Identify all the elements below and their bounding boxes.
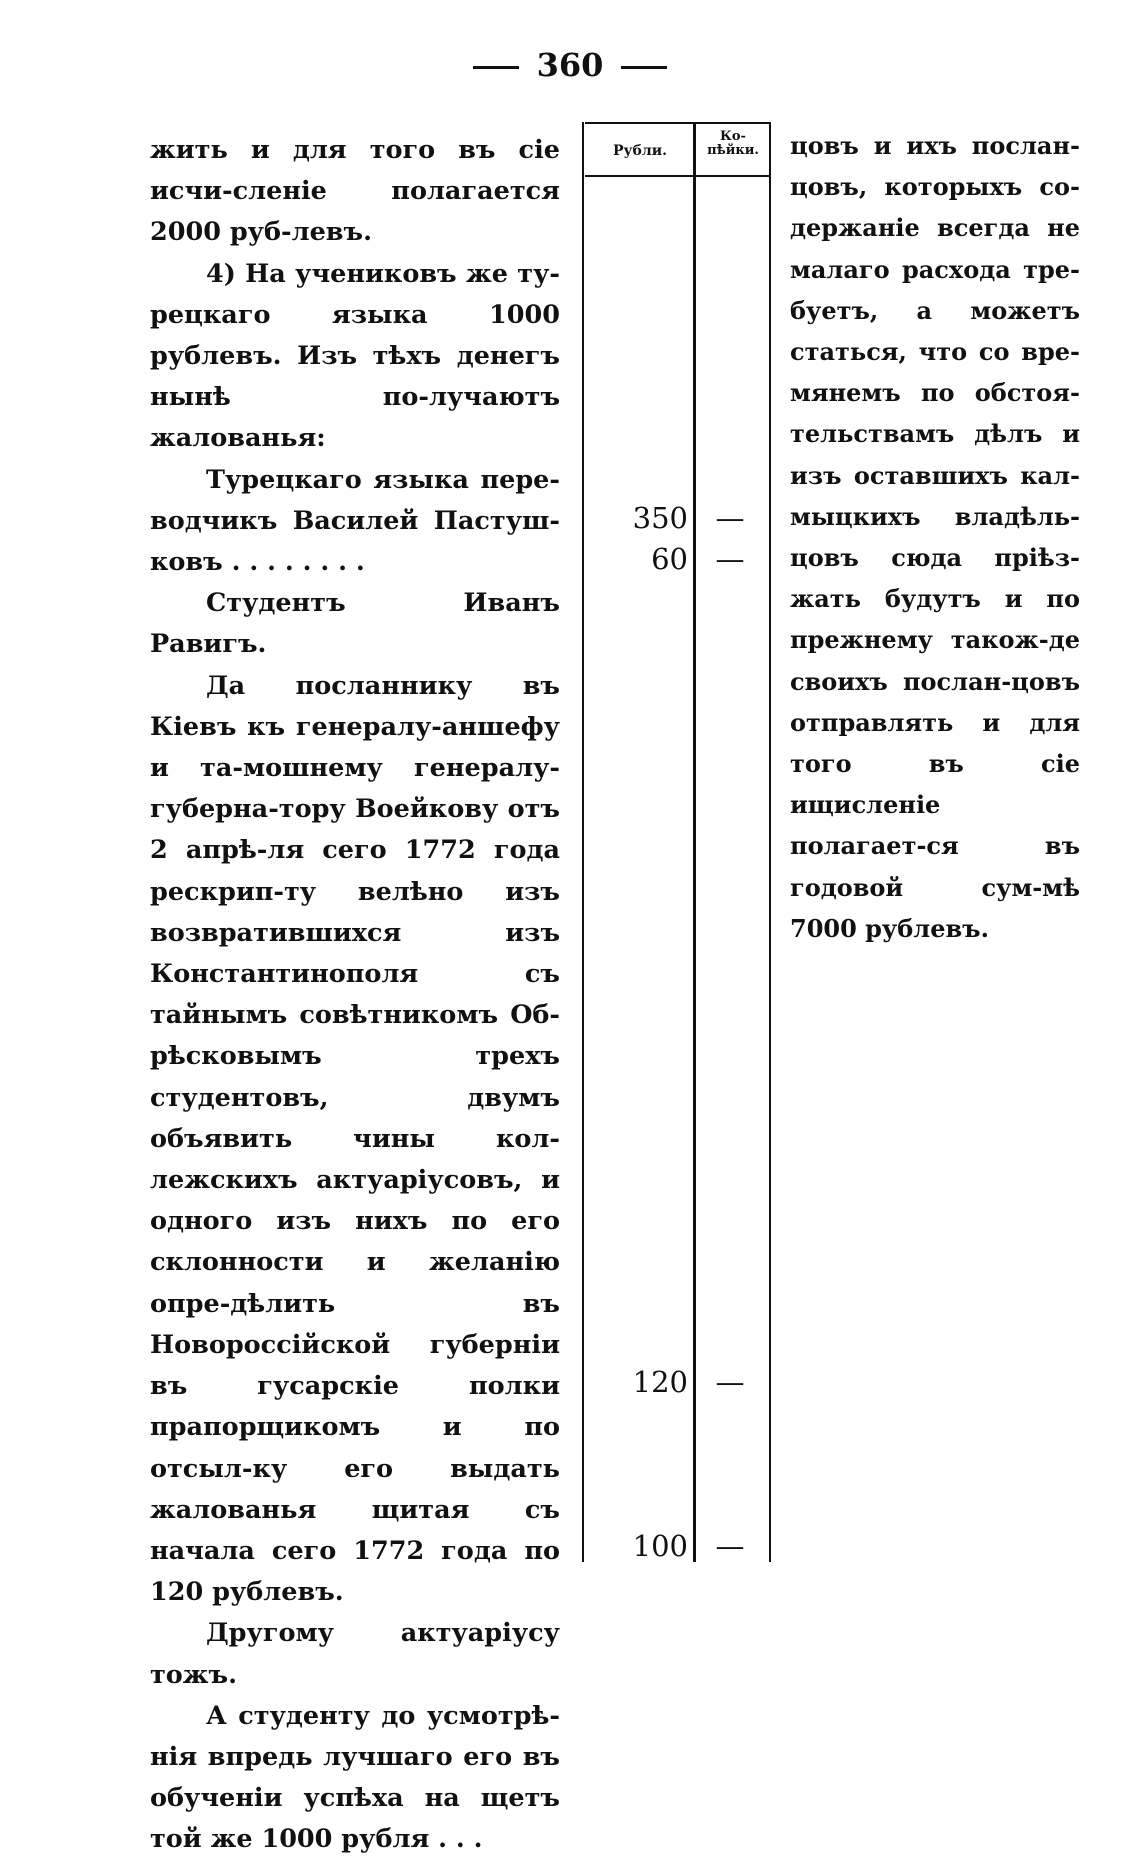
rule-left-text <box>582 122 584 1562</box>
kopecks-header-line2: пѣйки. <box>707 143 759 158</box>
page-number-text: 360 <box>536 46 604 84</box>
amount-kopecks-4: — <box>715 1529 745 1563</box>
page-number <box>0 46 1140 84</box>
paragraph-4: Студентъ Иванъ Равигъ. <box>150 588 560 660</box>
right-text-column <box>790 125 1080 949</box>
amount-kopecks-3: — <box>715 1365 745 1399</box>
amount-rubles-4: 100 <box>632 1529 688 1563</box>
amount-rubles-1: 350 <box>632 501 688 535</box>
rule-rubles-right <box>693 122 696 1562</box>
table-top-rule <box>585 122 770 124</box>
paragraph-5: Да посланнику въ Кіевъ къ генералу-аншефу и та-мошнему генералу-губерна-тору Воейкову отъ 2 апрѣ-ля сего 1772 года рескрип-ту велѣно изъ возвратившихся изъ Константинополя съ тайнымъ совѣтникомъ Об-рѣсковымъ трехъ студентовъ, двумъ объявить чины кол-лежскихъ актуаріусовъ, и одного изъ нихъ по его склонности и желанію опре-дѣлить въ Новороссійской губерніи въ гусарскіе полки прапорщикомъ и по отсыл-ку его выдать жалованья щитая съ начала сего 1772 года по 120 рублевъ. <box>150 670 560 1608</box>
paragraph-1: жить и для того въ сіе исчи-сленіе полагается 2000 руб-левъ. <box>150 135 560 248</box>
kopecks-header-line1: Ко- <box>720 129 746 144</box>
amount-kopecks-1: — <box>715 501 745 535</box>
right-paragraph: цовъ и ихъ послан-цовъ, которыхъ со-держаніе всегда не малаго расхода тре-буетъ, а можетъ статься, что со вре-мянемъ по обстоя-тельствамъ дѣлъ и изъ оставшихъ кал-мыцкихъ владѣль-цовъ сюда пріѣз-жать будутъ и по прежнему також-де своихъ послан-цовъ отправлять и для того въ сіе ищисленіе полагает-ся въ годовой сум-мѣ 7000 рублевъ. <box>790 131 1080 943</box>
left-text-column <box>150 130 560 1861</box>
paragraph-6: Другому актуаріусу тожъ. <box>150 1618 560 1690</box>
amount-kopecks-2: — <box>715 542 745 576</box>
paragraph-7: А студенту до усмотрѣ-нія впредь лучшаго его въ обученіи успѣха на щетъ той же 1000 рубля . . . <box>150 1700 560 1855</box>
amount-rubles-2: 60 <box>651 542 688 576</box>
dash-left <box>473 66 519 69</box>
rubles-header: Рубли. <box>613 143 667 159</box>
dash-right <box>621 66 667 69</box>
table-header-rule <box>585 175 770 177</box>
paragraph-2: 4) На учениковъ же ту-рецкаго языка 1000 рублевъ. Изъ тѣхъ денегъ нынѣ по-лучаютъ жалованья: <box>150 258 560 454</box>
kopecks-header <box>698 130 768 158</box>
rule-kopecks-right <box>769 122 771 1562</box>
paragraph-3: Турецкаго языка пере-водчикъ Василей Пастуш-ковъ . . . . . . . . <box>150 464 560 578</box>
amount-rubles-3: 120 <box>632 1365 688 1399</box>
